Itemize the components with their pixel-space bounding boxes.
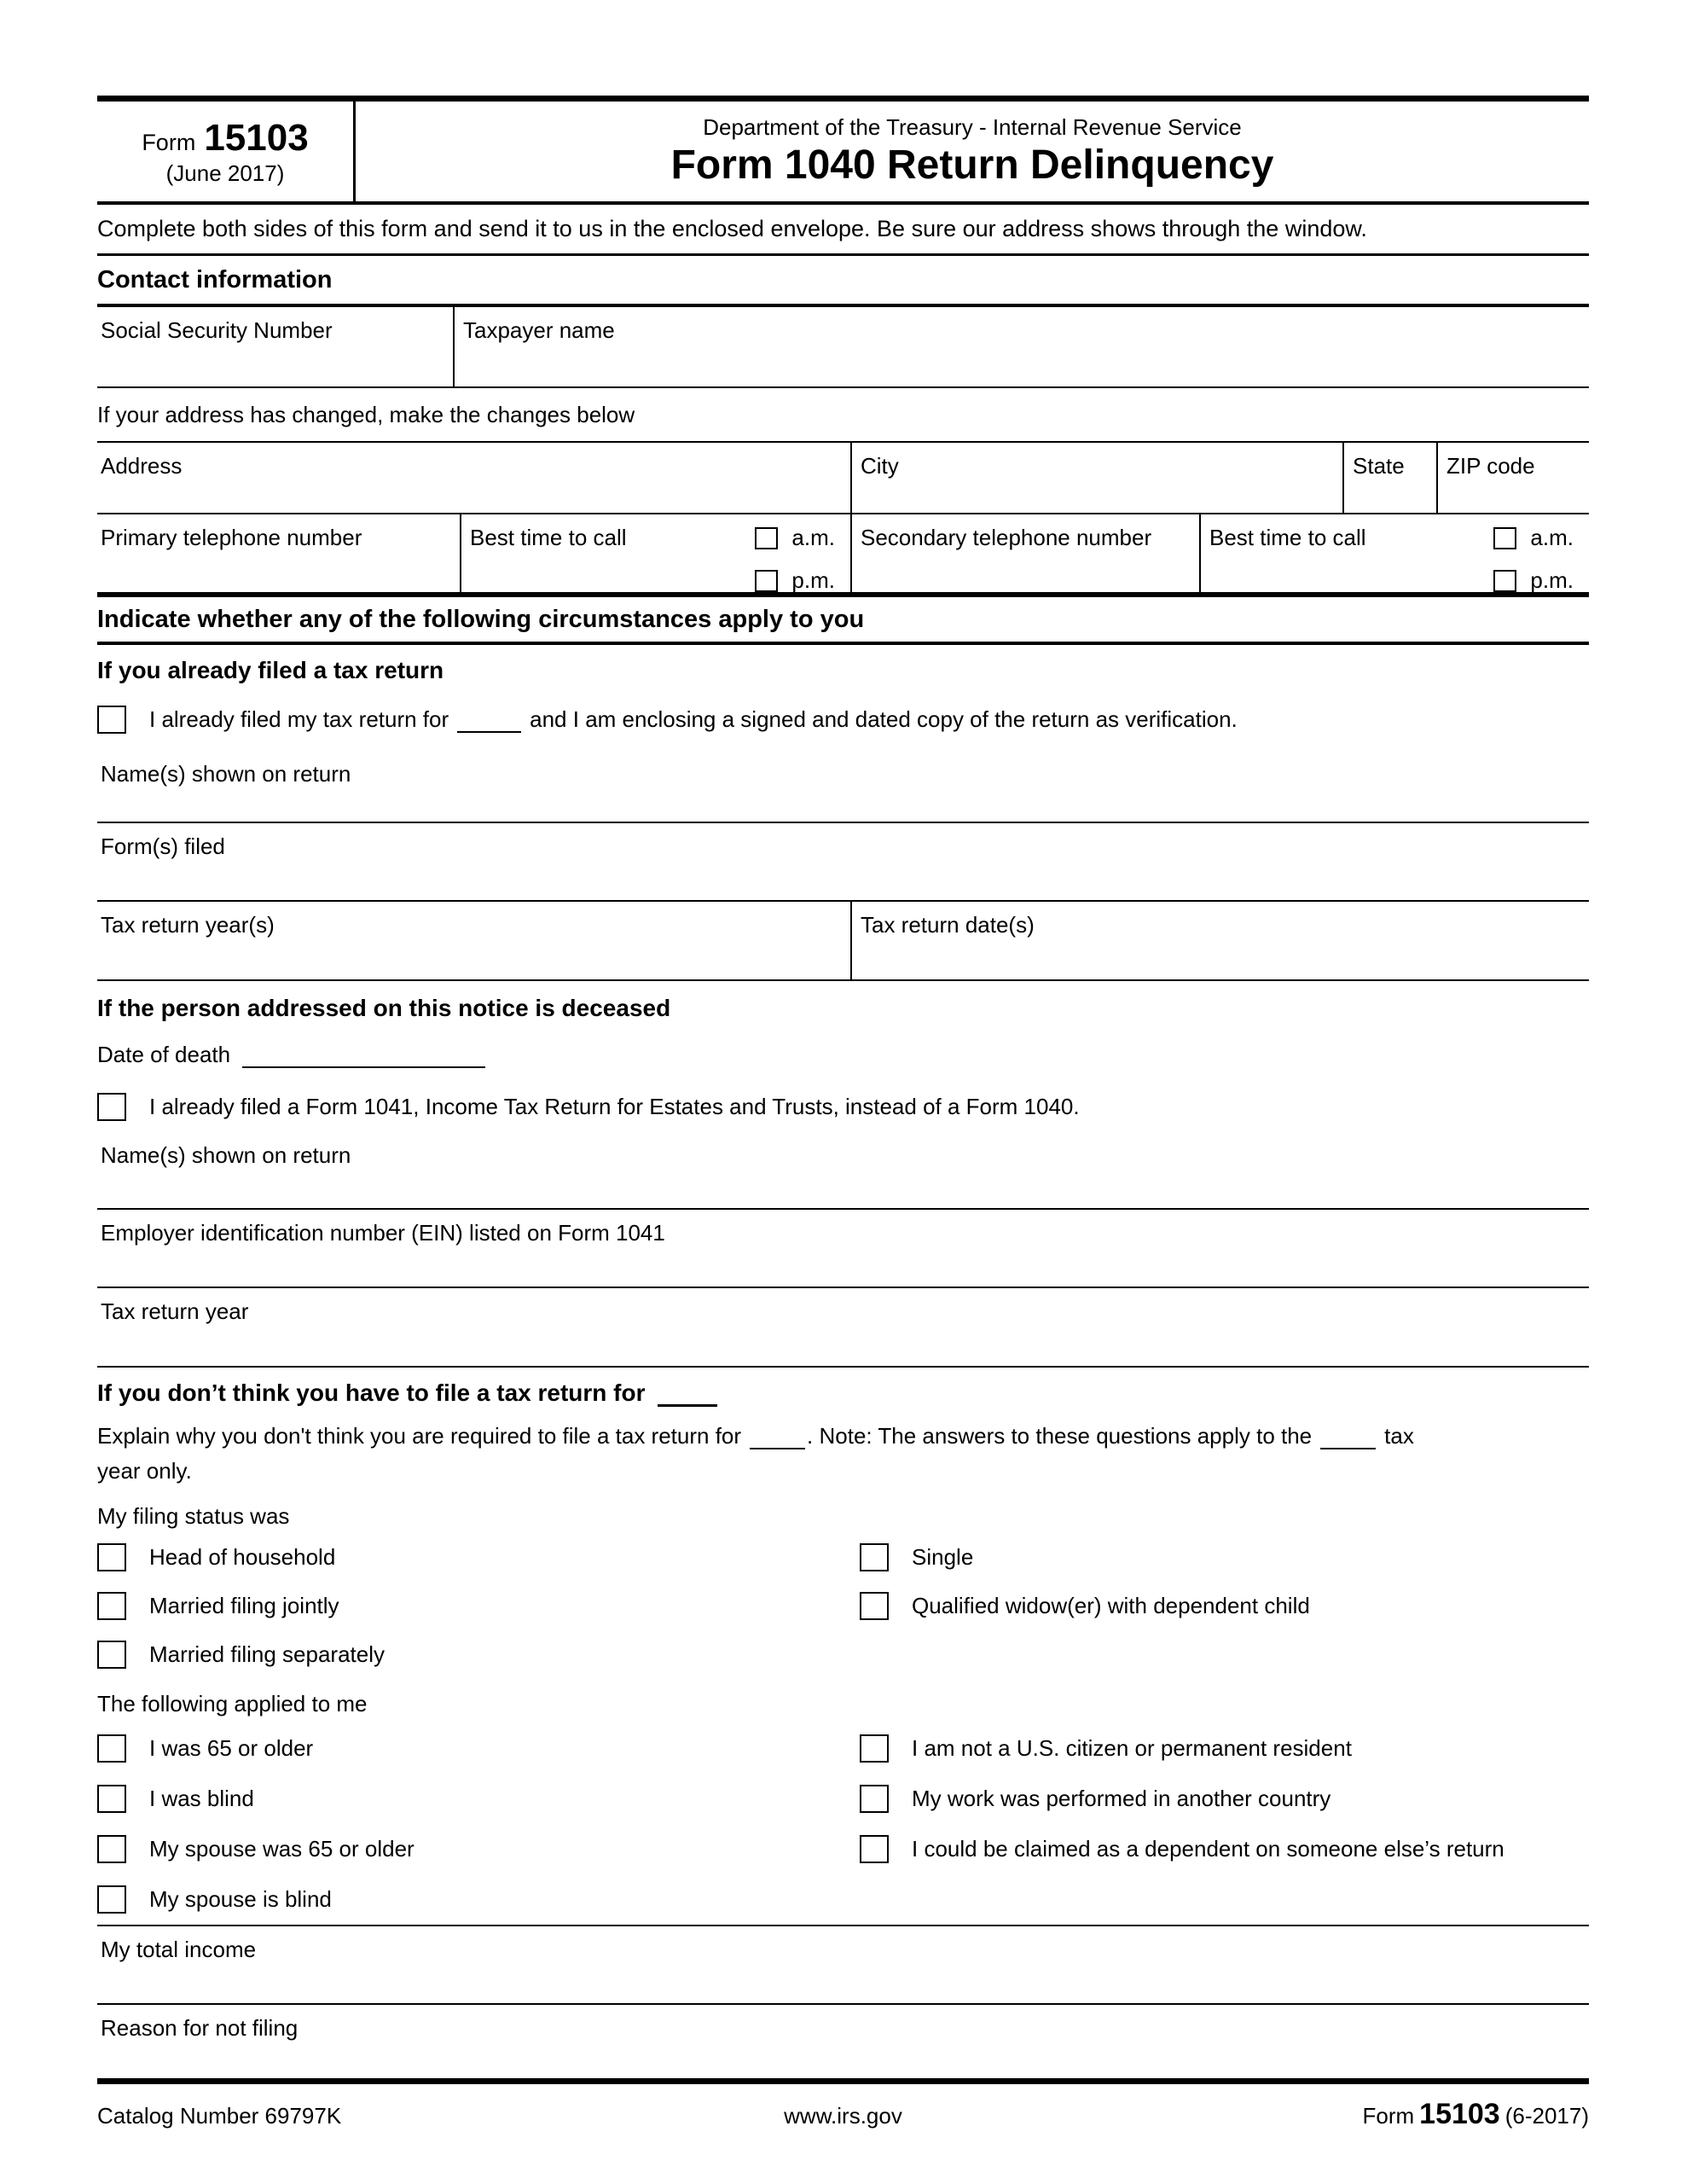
total-income-field[interactable]: [97, 1925, 1589, 2003]
blind-checkbox[interactable]: [97, 1785, 126, 1813]
single-checkbox[interactable]: [860, 1543, 889, 1571]
explain-year-blank-2[interactable]: [1320, 1427, 1376, 1449]
ein-label: Employer identification number (EIN) listed on Form 1041: [101, 1220, 665, 1246]
date-of-death-label: Date of death: [97, 1042, 231, 1067]
phone-row: [97, 514, 1589, 597]
applied-option-not-citizen: [860, 1734, 1589, 1763]
status-row-2: [97, 1582, 1589, 1630]
form-revision: (June 2017): [165, 160, 285, 186]
form-word: Form: [142, 129, 196, 155]
spouse-blind-label: My spouse is blind: [149, 1886, 332, 1912]
best-time-secondary-pm: [1493, 567, 1574, 594]
state-label: State: [1353, 453, 1405, 479]
applied-option-spouse-blind: [97, 1885, 860, 1914]
status-row-1: [97, 1533, 1589, 1582]
city-field[interactable]: [850, 443, 1342, 513]
footer-revision: (6-2017): [1504, 2103, 1589, 2129]
spouse-65-checkbox[interactable]: [97, 1835, 126, 1863]
tax-return-dates-field[interactable]: [850, 902, 1589, 979]
deceased-subheading: If the person addressed on this notice is deceased: [97, 995, 671, 1021]
applied-option-work-abroad: [860, 1785, 1589, 1813]
total-income-label: My total income: [101, 1937, 257, 1962]
best-time-secondary-pm-checkbox[interactable]: [1493, 570, 1516, 592]
not-citizen-checkbox[interactable]: [860, 1734, 889, 1763]
head-of-household-checkbox[interactable]: [97, 1543, 126, 1571]
address-row: [97, 443, 1589, 514]
spouse-blind-checkbox[interactable]: [97, 1885, 126, 1914]
applied-row-4: [97, 1874, 1589, 1925]
secondary-phone-field[interactable]: [850, 514, 1199, 592]
claimed-dependent-checkbox[interactable]: [860, 1835, 889, 1863]
taxpayer-name-field[interactable]: [453, 307, 1589, 386]
catalog-number: Catalog Number 69797K: [97, 2103, 342, 2129]
best-time-primary-am-label: a.m.: [791, 525, 835, 550]
taxpayer-name-label: Taxpayer name: [463, 317, 615, 343]
form-header: [97, 96, 1589, 205]
contact-heading: Contact information: [97, 256, 1589, 307]
names-on-return-1041-label: Name(s) shown on return: [101, 1142, 351, 1168]
address-change-note: If your address has changed, make the changes below: [97, 388, 1589, 443]
best-time-secondary-am: [1493, 525, 1574, 551]
status-option-married-jointly: [97, 1592, 860, 1620]
primary-phone-label: Primary telephone number: [101, 525, 362, 550]
tax-return-year-date-row: [97, 902, 1589, 981]
qualified-widower-checkbox[interactable]: [860, 1592, 889, 1620]
address-label: Address: [101, 453, 183, 479]
footer-form-number: 15103: [1419, 2098, 1500, 2130]
not-required-subheading: If you don’t think you have to file a tax return for: [97, 1368, 1589, 1414]
form-number: 15103: [204, 116, 309, 159]
applied-option-65-or-older: [97, 1734, 860, 1763]
best-time-primary-field[interactable]: [460, 514, 850, 592]
ssn-field[interactable]: [97, 307, 453, 386]
form-1041-checkbox[interactable]: [97, 1093, 126, 1121]
address-field[interactable]: [97, 443, 850, 513]
65-or-older-label: I was 65 or older: [149, 1735, 314, 1761]
applied-option-spouse-65: [97, 1835, 860, 1863]
head-of-household-label: Head of household: [149, 1544, 336, 1570]
form-title: Form 1040 Return Delinquency: [670, 142, 1274, 188]
not-required-year-blank[interactable]: [658, 1383, 717, 1407]
tax-return-year-field[interactable]: [97, 1288, 1589, 1368]
applied-row-3: [97, 1824, 1589, 1874]
best-time-primary-pm: [755, 567, 835, 594]
secondary-phone-label: Secondary telephone number: [861, 525, 1152, 550]
form-title-block: [356, 102, 1589, 201]
best-time-secondary-field[interactable]: [1199, 514, 1589, 592]
footer-form-id: [1092, 2098, 1589, 2131]
state-field[interactable]: [1342, 443, 1436, 513]
reason-not-filing-field[interactable]: [97, 2003, 1589, 2084]
ssn-label: Social Security Number: [101, 317, 333, 343]
tax-return-year-label: Tax return year: [101, 1298, 249, 1324]
status-row-3: [97, 1630, 1589, 1679]
spouse-65-label: My spouse was 65 or older: [149, 1836, 415, 1862]
status-option-qualified-widower: [860, 1592, 1589, 1620]
explain-instruction: Explain why you don't think you are required to file a tax return for . Note: The answers to these questions apply to the tax year only.: [97, 1423, 1414, 1484]
65-or-older-checkbox[interactable]: [97, 1734, 126, 1763]
already-filed-checkbox[interactable]: [97, 706, 126, 734]
married-separately-label: Married filing separately: [149, 1641, 386, 1667]
intro-instruction: Complete both sides of this form and send it to us in the enclosed envelope. Be sure our address shows through the window.: [97, 205, 1589, 256]
tax-return-dates-label: Tax return date(s): [861, 912, 1035, 938]
date-of-death-blank[interactable]: [242, 1046, 485, 1068]
single-label: Single: [912, 1544, 974, 1570]
already-filed-statement: I already filed my tax return for and I am enclosing a signed and dated copy of the return as verification.: [149, 706, 1238, 732]
ssn-row: [97, 307, 1589, 388]
married-jointly-label: Married filing jointly: [149, 1593, 339, 1618]
forms-filed-field[interactable]: [97, 823, 1589, 902]
applied-option-blind: [97, 1785, 860, 1813]
form-content: [97, 96, 1589, 2131]
primary-phone-field[interactable]: [97, 514, 460, 592]
city-label: City: [861, 453, 899, 479]
best-time-primary-pm-checkbox[interactable]: [755, 570, 778, 592]
best-time-primary-label: Best time to call: [470, 525, 627, 550]
applied-option-claimed-dependent: [860, 1835, 1589, 1863]
form-1041-statement: I already filed a Form 1041, Income Tax Return for Estates and Trusts, instead of a Form 1040.: [149, 1093, 1080, 1119]
best-time-primary-pm-label: p.m.: [791, 567, 835, 593]
irs-website: www.irs.gov: [784, 2103, 902, 2129]
ein-field[interactable]: [97, 1210, 1589, 1288]
zip-label: ZIP code: [1446, 453, 1535, 479]
best-time-secondary-ampm: [1493, 525, 1574, 592]
reason-not-filing-label: Reason for not filing: [101, 2015, 299, 2041]
status-option-married-separately: [97, 1641, 860, 1669]
already-filed-subheading: If you already filed a tax return: [97, 657, 444, 683]
circumstances-heading: Indicate whether any of the following circumstances apply to you: [97, 597, 1589, 645]
applied-row-1: [97, 1723, 1589, 1774]
not-citizen-label: I am not a U.S. citizen or permanent resident: [912, 1735, 1352, 1761]
best-time-secondary-am-checkbox[interactable]: [1493, 527, 1516, 549]
filing-status-label: My filing status was: [97, 1503, 290, 1529]
already-filed-statement-row: [97, 688, 1589, 751]
claimed-dependent-label: I could be claimed as a dependent on someone else’s return: [912, 1836, 1504, 1862]
tax-return-years-field[interactable]: [97, 902, 850, 979]
page-footer: [97, 2084, 1589, 2131]
footer-form-word: Form: [1362, 2103, 1415, 2129]
best-time-secondary-label: Best time to call: [1209, 525, 1366, 550]
already-filed-year-blank[interactable]: [457, 711, 521, 733]
agency-name: Department of the Treasury - Internal Revenue Service: [703, 114, 1242, 140]
best-time-primary-am: [755, 525, 835, 551]
form-number-block: [97, 102, 356, 201]
applied-label: The following applied to me: [97, 1691, 368, 1716]
status-option-head-of-household: [97, 1543, 860, 1571]
date-of-death-row: [97, 1028, 1589, 1081]
work-abroad-label: My work was performed in another country: [912, 1786, 1331, 1811]
forms-filed-label: Form(s) filed: [101, 834, 225, 859]
form-number-line: [142, 117, 308, 160]
blind-label: I was blind: [149, 1786, 254, 1811]
best-time-secondary-pm-label: p.m.: [1530, 567, 1574, 593]
status-option-single: [860, 1543, 1589, 1571]
best-time-primary-am-checkbox[interactable]: [755, 527, 778, 549]
names-on-return-label: Name(s) shown on return: [101, 761, 351, 787]
work-abroad-checkbox[interactable]: [860, 1785, 889, 1813]
best-time-primary-ampm: [755, 525, 835, 592]
married-jointly-checkbox[interactable]: [97, 1592, 126, 1620]
form-1041-statement-row: [97, 1081, 1589, 1132]
explain-year-blank-1[interactable]: [750, 1427, 805, 1449]
zip-field[interactable]: [1436, 443, 1589, 513]
names-on-return-field[interactable]: [97, 751, 1589, 823]
best-time-secondary-am-label: a.m.: [1530, 525, 1574, 550]
applied-row-2: [97, 1774, 1589, 1824]
married-separately-checkbox[interactable]: [97, 1641, 126, 1669]
names-on-return-1041-field[interactable]: [97, 1132, 1589, 1210]
tax-return-years-label: Tax return year(s): [101, 912, 275, 938]
qualified-widower-label: Qualified widow(er) with dependent child: [912, 1593, 1310, 1618]
